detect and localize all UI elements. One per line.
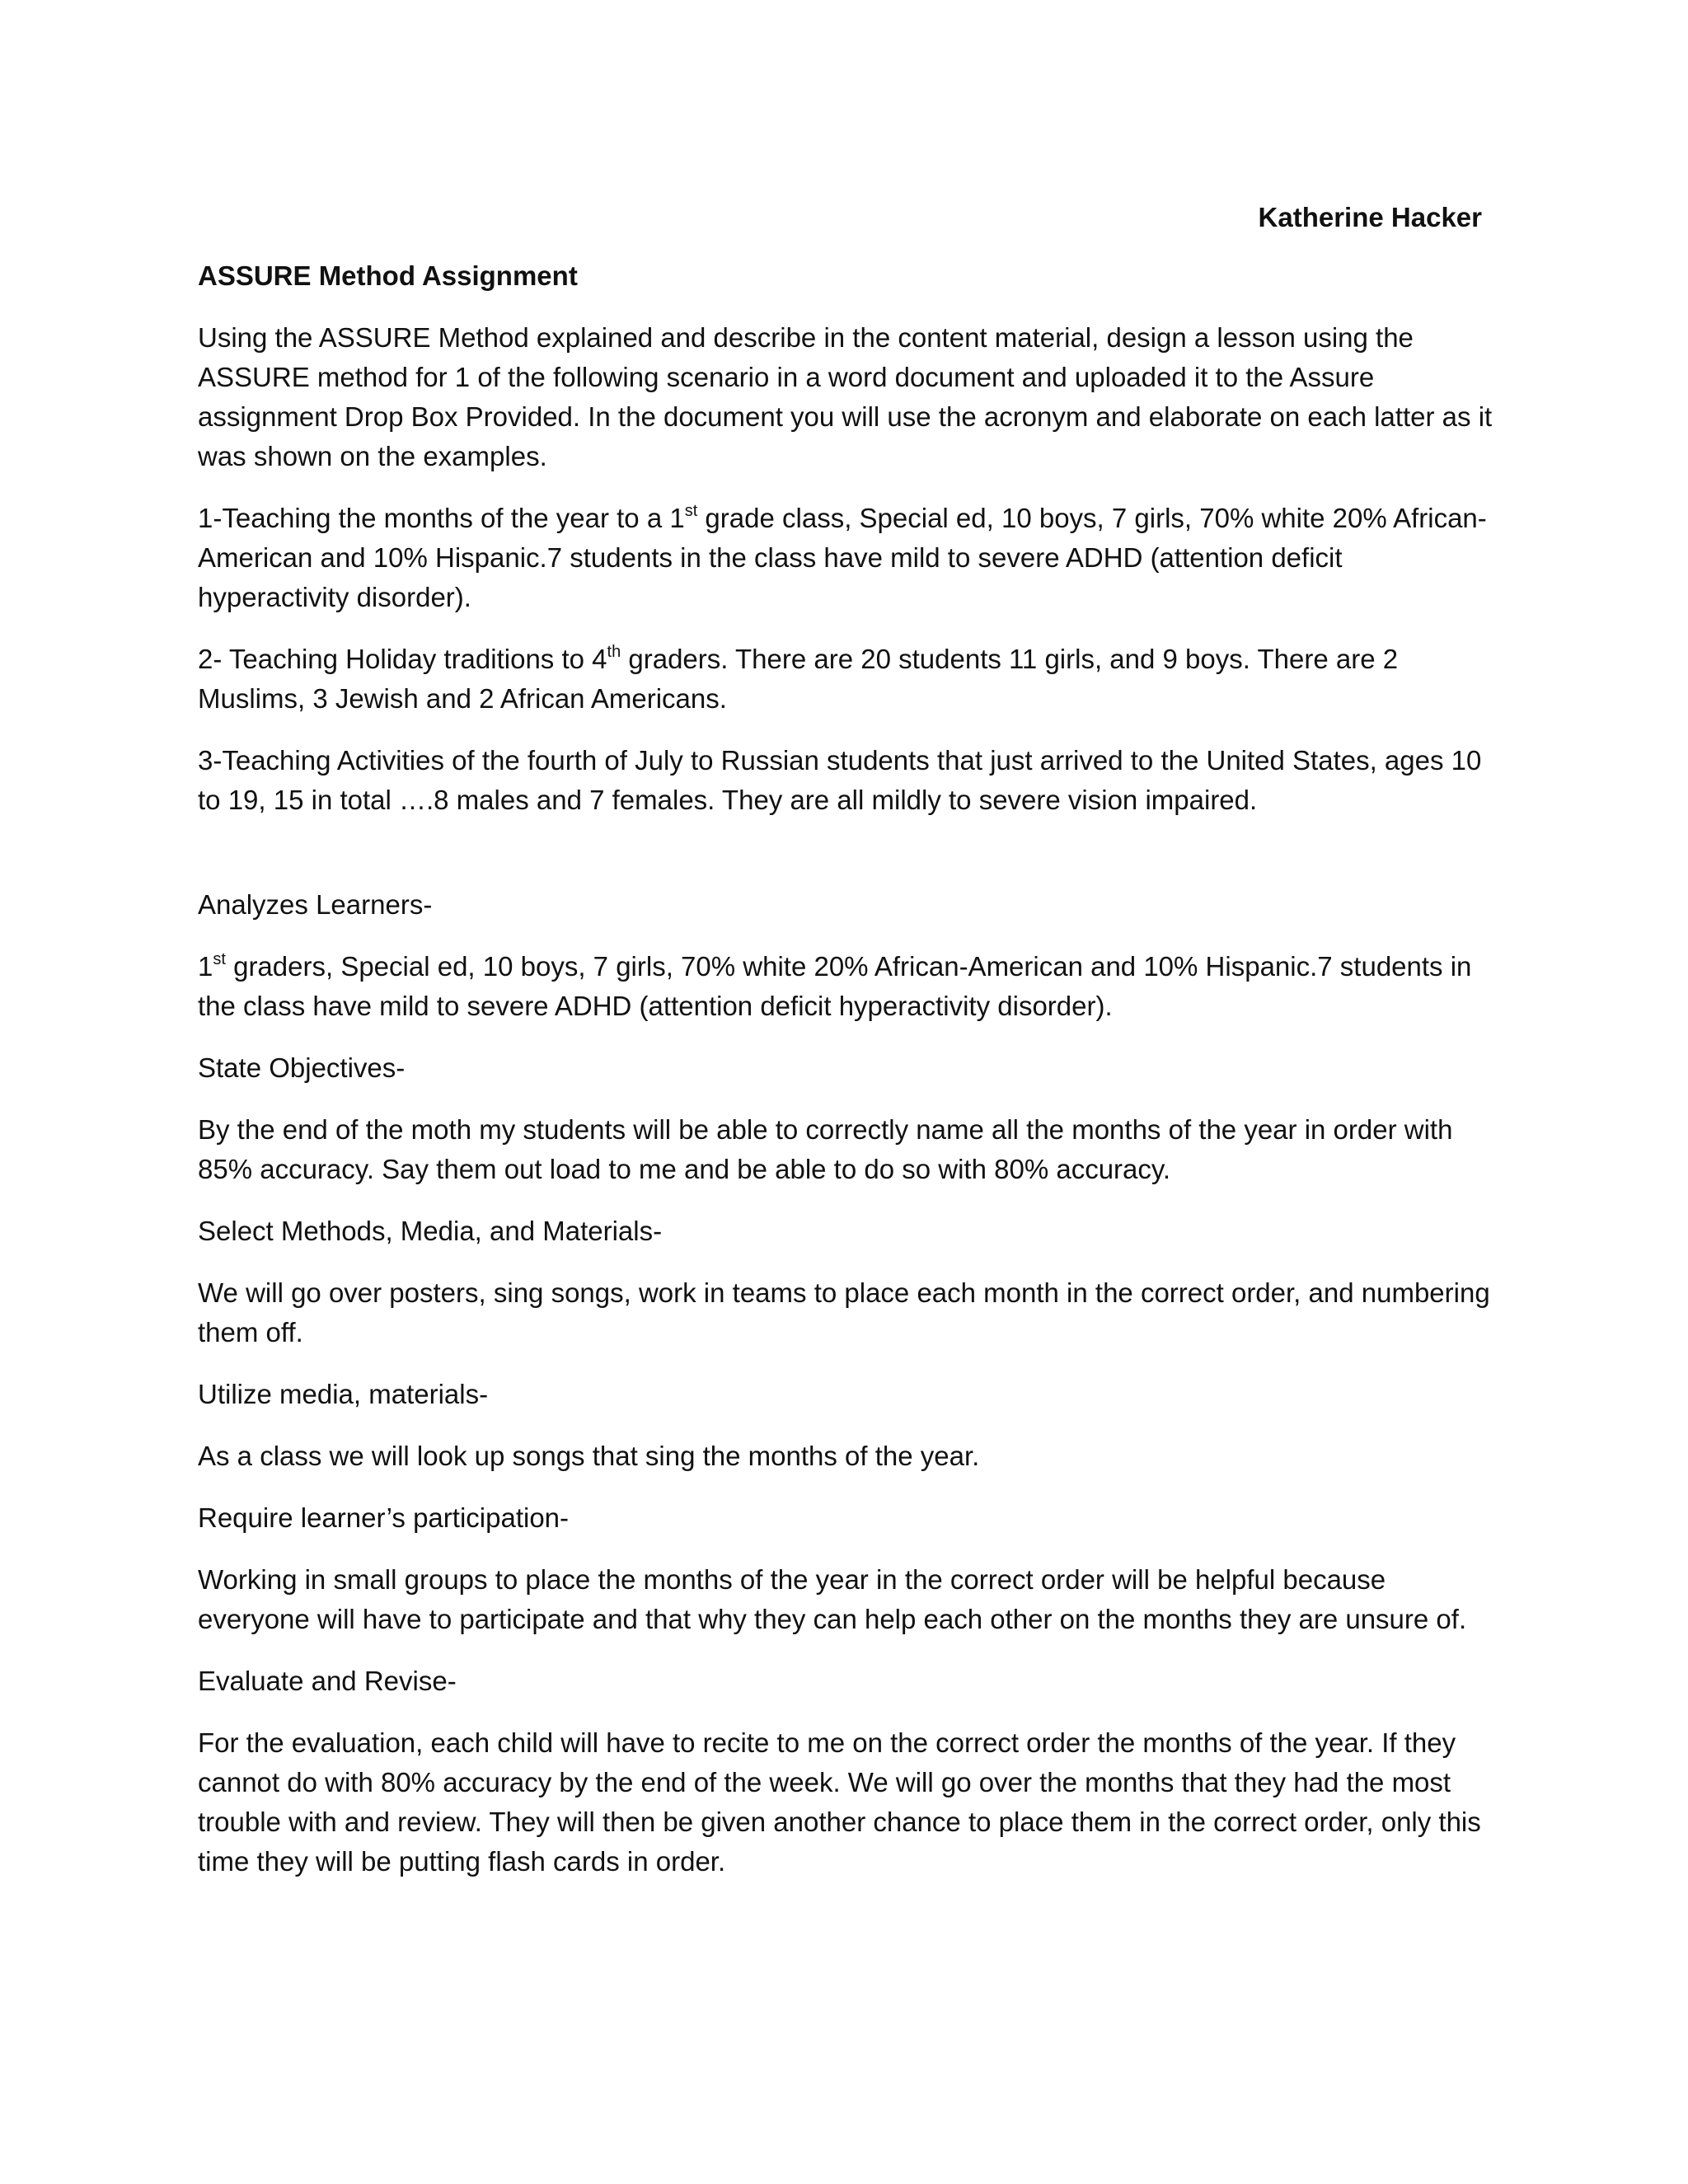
select-methods-body: We will go over posters, sing songs, work in teams to place each month in the correct order, and numbering them off. [198,1277,1490,1347]
document-body [198,256,1496,1904]
assignment-title: ASSURE Method Assignment [198,260,578,291]
utilize-media-heading: Utilize media, materials- [198,1379,489,1409]
scenario-1-ordinal-suffix: st [684,502,698,520]
scenario-1-text-start: 1-Teaching the months of the year to a 1 [198,503,685,533]
scenario-3-paragraph: 3-Teaching Activities of the fourth of July to Russian students that just arrived to the United States, ages 10 to 19, 15 in total ….8 males and 7 females. They are all mildly to severe vision impaired. [198,745,1482,815]
scenario-2-ordinal-suffix: th [607,643,621,661]
scenario-2-text-start: 2- Teaching Holiday traditions to 4 [198,644,607,674]
analyze-ordinal-suffix: st [213,950,226,968]
state-objectives-heading: State Objectives- [198,1052,406,1083]
scenario-1-text-end: grade class, Special ed, 10 boys, 7 girls, 70% white 20% African-American and 10% Hispanic.7 students in the class have mild to severe ADHD (attention deficit hyperactivity disorder). [198,503,1487,612]
analyze-text-end: graders, Special ed, 10 boys, 7 girls, 70% white 20% African-American and 10% Hispanic.7 students in the class have mild to severe ADHD (attention deficit hyperactivity disorder). [198,951,1472,1021]
scenario-1-paragraph [198,499,1496,617]
select-methods-heading: Select Methods, Media, and Materials- [198,1216,663,1246]
analyze-learners-heading: Analyzes Learners- [198,889,433,920]
section-spacer [198,842,1496,885]
scenario-2-text-end: graders. There are 20 students 11 girls, and 9 boys. There are 2 Muslims, 3 Jewish and 2 African Americans. [198,644,1399,714]
analyze-learners-body [198,947,1496,1026]
author-name: Katherine Hacker [1258,202,1482,232]
require-participation-body: Working in small groups to place the months of the year in the correct order will be helpful because everyone will have to participate and that why they can help each other on the months they are unsure of. [198,1564,1467,1634]
scenario-2-paragraph [198,640,1496,719]
utilize-media-body: As a class we will look up songs that sing the months of the year. [198,1441,980,1471]
analyze-text-start: 1 [198,951,213,982]
require-participation-heading: Require learner’s participation- [198,1502,570,1533]
evaluate-revise-body: For the evaluation, each child will have to recite to me on the correct order the months of the year. If they cannot do with 80% accuracy by the end of the week. We will go over the months that they had the most trouble with and review. They will then be given another chance to place them in the correct order, only this time they will be putting flash cards in order. [198,1727,1481,1877]
evaluate-revise-heading: Evaluate and Revise- [198,1666,457,1696]
intro-paragraph: Using the ASSURE Method explained and describe in the content material, design a lesson using the ASSURE method for 1 of the following scenario in a word document and uploaded it to the Assure assignment Drop Box Provided. In the document you will use the acronym and elaborate on each latter as it was shown on the examples. [198,322,1493,471]
state-objectives-body: By the end of the moth my students will be able to correctly name all the months of the year in order with 85% accuracy. Say them out load to me and be able to do so with 80% accuracy. [198,1114,1453,1184]
